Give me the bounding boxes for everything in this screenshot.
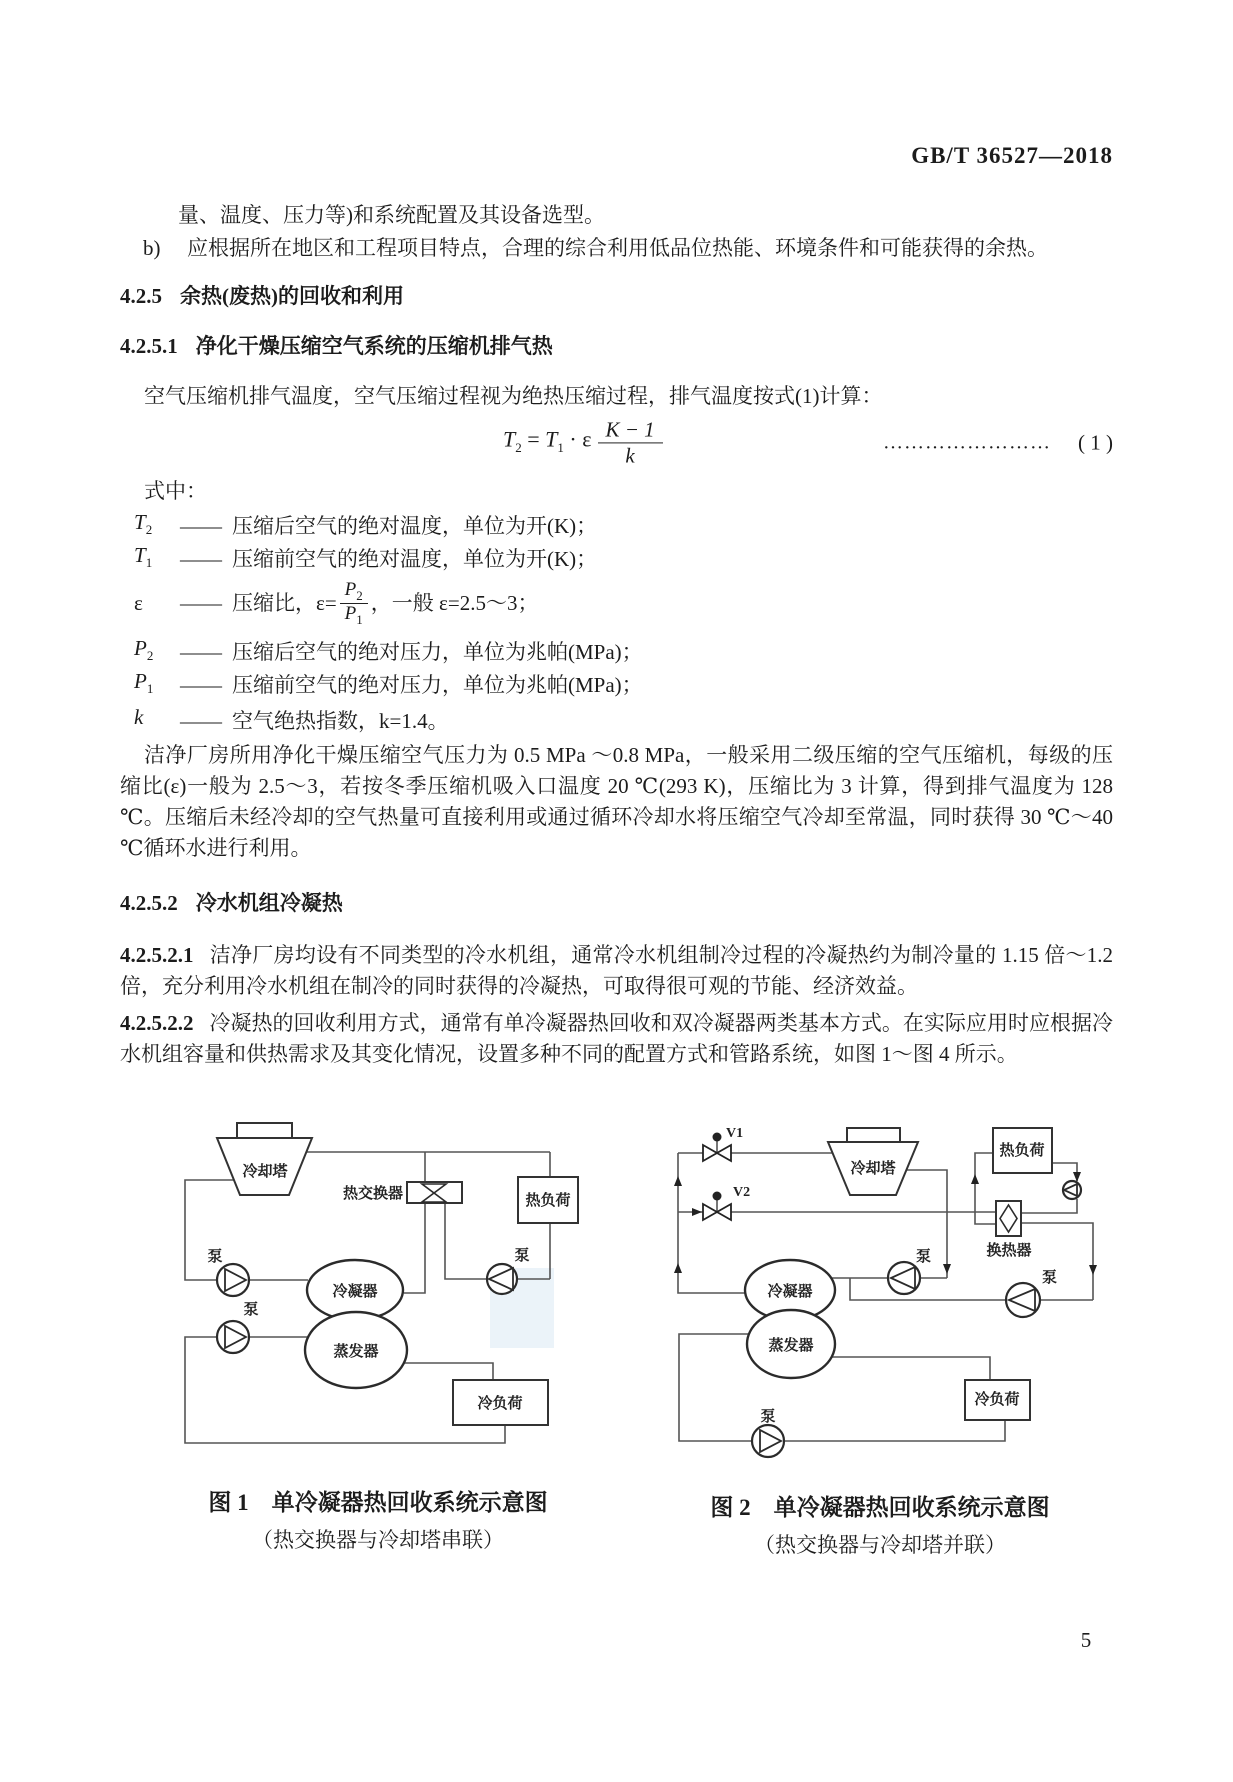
pump-label: 泵 [760, 1409, 776, 1425]
paragraph-text: 冷凝热的回收利用方式，通常有单冷凝器热回收和双冷凝器两类基本方式。在实际应用时应根据冷水机组容量和供热需求及其变化情况，设置多种不同的配置方式和管路系统，如图 1～图 4 所示。 [120, 1011, 1113, 1066]
equation-fraction: $\frac{K - 1}{k}$ [598, 418, 663, 467]
figure-1-caption [128, 1487, 628, 1554]
pipe-left-riser [678, 1153, 746, 1293]
heading-title: 冷水机组冷凝热 [195, 891, 343, 915]
evaporator-label: 蒸发器 [333, 1344, 379, 1360]
pump-label: 泵 [207, 1249, 223, 1265]
doc-number: GB/T 36527—2018 [911, 143, 1113, 168]
paragraph-4-2-5-2-1 [120, 940, 1113, 1002]
pump-label: 泵 [916, 1249, 932, 1265]
paragraph-compressed-air: 洁净厂房所用净化干燥压缩空气压力为 0.5 MPa ～0.8 MPa，一般采用二级压缩的空气压缩机，每级的压缩比(ε)一般为 2.5～3，若按冬季压缩机吸入口温度 20 ℃(293 K)，压缩比为 3 计算，得到排气温度为 128 ℃。压缩后未经冷却的空气热量可直接利用或通过循环冷却水将压缩空气冷却至常温，同时获得 30 ℃～40 ℃循环水进行利用。 [120, 743, 1113, 860]
definition-row: k —— 空气绝热指数，k=1.4。 [134, 705, 449, 733]
pump-label: 泵 [1042, 1270, 1058, 1286]
list-item-b-text: 应根据所在地区和工程项目特点，合理的综合利用低品位热能、环境条件和可能获得的余热。 [187, 236, 1048, 260]
figure-2-caption-subtitle: （热交换器与冷却塔并联） [754, 1533, 1006, 1557]
evaporator-label: 蒸发器 [768, 1338, 814, 1354]
heading-title: 净化干燥压缩空气系统的压缩机排气热 [195, 334, 553, 358]
pump-icon [888, 1262, 920, 1294]
heading-number: 4.2.5 [120, 284, 162, 308]
valve-v2-label: V2 [733, 1185, 751, 1200]
cooling-load-label: 冷负荷 [974, 1392, 1020, 1408]
heading-title: 余热(废热)的回收和利用 [180, 284, 404, 308]
body-column [120, 200, 1113, 1070]
condenser-label: 冷凝器 [332, 1284, 378, 1300]
valve-v1-label: V1 [726, 1126, 744, 1141]
list-item-b [120, 233, 1113, 264]
definition-row: $T_1$ —— 压缩前空气的绝对温度，单位为开(K)； [134, 543, 598, 571]
heading-4-2-5 [120, 281, 1113, 312]
paragraph-formula-intro: 空气压缩机排气温度，空气压缩过程视为绝热压缩过程，排气温度按式(1)计算： [144, 384, 883, 408]
equation-expression: $T_2 = T_1 \cdot \varepsilon$ $\frac{K - 1}{k}$ [503, 418, 663, 467]
item-a-continuation: 量、温度、压力等)和系统配置及其设备选型。 [178, 203, 605, 227]
figure-2-caption [630, 1492, 1130, 1559]
pump-label: 泵 [514, 1248, 530, 1264]
definition-row: $P_2$ —— 压缩后空气的绝对压力，单位为兆帕(MPa)； [134, 636, 643, 664]
definition-row-epsilon: ε —— 压缩比，ε= $\frac{P_2}{P_1}$ ，一般 ε=2.5～3； [134, 578, 539, 627]
equation-number: ( 1 ) [1078, 430, 1113, 455]
cooling-tower-top-icon [237, 1123, 292, 1138]
pipe-evaporator-coolingload [404, 1363, 493, 1380]
heading-4-2-5-1 [120, 331, 1113, 362]
heat-load-label: 热负荷 [525, 1193, 571, 1209]
figure-2-caption-title: 图 2 单冷凝器热回收系统示意图 [710, 1495, 1050, 1520]
pipe-evaporator-coolingload [832, 1357, 990, 1380]
heat-load-label: 热负荷 [999, 1143, 1045, 1159]
figure-1-schematic [145, 1120, 605, 1460]
pipe-tower-to-heatload [306, 1152, 550, 1177]
where-label: 式中： [144, 479, 207, 503]
list-item-b-label: b) [143, 236, 161, 260]
figure-1-caption-title: 图 1 单冷凝器热回收系统示意图 [208, 1490, 548, 1515]
paragraph-number: 4.2.5.2.2 [120, 1011, 194, 1035]
paragraph-4-2-5-2-2 [120, 1008, 1113, 1070]
pipe-exchanger-condenser [404, 1152, 425, 1293]
equation-dots: …………………… [883, 431, 1051, 454]
epsilon-fraction: $\frac{P_2}{P_1}$ [340, 580, 368, 627]
paragraph-text: 洁净厂房均设有不同类型的冷水机组，通常冷水机组制冷过程的冷凝热约为制冷量的 1.15 倍～1.2 倍，充分利用冷水机组在制冷的同时获得的冷凝热，可取得很可观的节能、经济效益。 [120, 943, 1113, 998]
pump-icon [752, 1425, 784, 1457]
heading-4-2-5-2 [120, 888, 1113, 919]
cooling-tower-label: 冷却塔 [242, 1164, 288, 1180]
valve-icon [703, 1192, 731, 1221]
cooling-load-label: 冷负荷 [477, 1396, 523, 1412]
page-number: 5 [1080, 1628, 1092, 1652]
figure-2-schematic [600, 1120, 1120, 1480]
equation-1 [120, 414, 1113, 472]
pump-icon [1063, 1181, 1081, 1199]
definition-row: $T_2$ —— 压缩后空气的绝对温度，单位为开(K)； [134, 510, 598, 538]
pump-icon [217, 1321, 249, 1353]
heat-exchanger-label: 换热器 [986, 1243, 1032, 1259]
heading-number: 4.2.5.1 [120, 334, 178, 358]
cooling-tower-top-icon [847, 1128, 900, 1142]
heading-number: 4.2.5.2 [120, 891, 178, 915]
pump-icon [1006, 1283, 1040, 1317]
pipe-pump-exchanger [850, 1223, 1093, 1300]
pump-icon [217, 1264, 249, 1296]
definition-row: $P_1$ —— 压缩前空气的绝对压力，单位为兆帕(MPa)； [134, 669, 643, 697]
pump-icon [487, 1264, 517, 1294]
figure-1-caption-subtitle: （热交换器与冷却塔串联） [252, 1528, 504, 1552]
pump-label: 泵 [243, 1302, 259, 1318]
heat-exchanger-label: 热交换器 [342, 1186, 403, 1202]
condenser-label: 冷凝器 [767, 1284, 813, 1300]
cooling-tower-label: 冷却塔 [850, 1161, 896, 1177]
paragraph-number: 4.2.5.2.1 [120, 943, 194, 967]
pipe-evaporator-loop [679, 1334, 1005, 1441]
